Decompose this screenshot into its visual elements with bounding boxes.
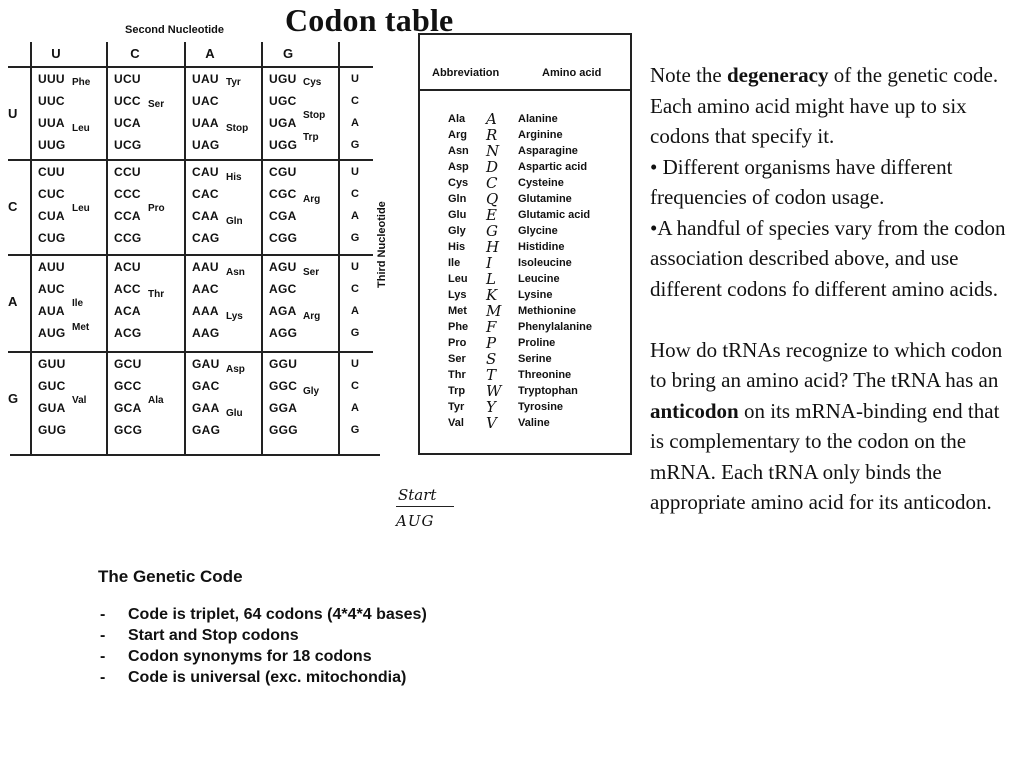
one-letter-code: E bbox=[486, 206, 497, 224]
list-item: - Start and Stop codons bbox=[100, 627, 299, 644]
third-base-g: G bbox=[350, 327, 360, 339]
codon: ACG bbox=[114, 326, 142, 340]
genetic-code-title: The Genetic Code bbox=[98, 567, 243, 586]
amino-acid-label: Gln bbox=[226, 216, 243, 228]
anticodon-term: anticodon bbox=[650, 398, 739, 423]
grid-line bbox=[30, 42, 32, 456]
codon: UUA bbox=[38, 116, 65, 130]
codon: AUA bbox=[38, 304, 65, 318]
species-variation-paragraph: •A handful of species vary from the codon association described above, and use different codons fo different amino acids. bbox=[650, 215, 1006, 301]
amino-acid-label: Pro bbox=[148, 203, 165, 214]
amino-acid-code: Phe bbox=[448, 321, 469, 333]
first-base-g: G bbox=[8, 391, 19, 406]
amino-acid-code: Glu bbox=[448, 209, 467, 221]
list-item bbox=[420, 414, 630, 433]
codon: CCU bbox=[114, 165, 141, 179]
amino-acid-name: Glutamine bbox=[518, 193, 572, 205]
amino-acid-code: Lys bbox=[448, 289, 467, 301]
amino-acid-code: Cys bbox=[448, 177, 469, 189]
amino-acid-label: Leu bbox=[72, 123, 90, 135]
codon: GGA bbox=[269, 401, 298, 415]
codon-usage-paragraph: • Different organisms have different frequencies of codon usage. bbox=[650, 154, 953, 209]
codon: UUG bbox=[38, 138, 66, 152]
start-divider bbox=[396, 506, 454, 507]
one-letter-code: Y bbox=[486, 398, 496, 416]
codon: GGU bbox=[269, 357, 298, 371]
first-base-u: U bbox=[8, 106, 18, 121]
amino-acid-code: Ser bbox=[448, 353, 466, 365]
amino-acid-code: Thr bbox=[448, 369, 466, 381]
codon: GUG bbox=[38, 423, 67, 437]
list-item bbox=[420, 222, 630, 241]
codon: CGU bbox=[269, 165, 297, 179]
amino-acid-label: Arg bbox=[303, 194, 321, 206]
codon: CAC bbox=[192, 187, 219, 201]
codon: GAU bbox=[192, 357, 220, 371]
codon: UUC bbox=[38, 94, 65, 108]
list-item bbox=[420, 206, 630, 225]
codon: UAU bbox=[192, 72, 219, 86]
list-item bbox=[420, 334, 630, 353]
codon: UAG bbox=[192, 138, 220, 152]
codon: CAA bbox=[192, 209, 219, 223]
third-base-u: U bbox=[351, 261, 359, 273]
list-item: - Code is triplet, 64 codons (4*4*4 bases) bbox=[100, 606, 427, 623]
amino-acid-label: Lys bbox=[226, 311, 243, 323]
codon: CCG bbox=[114, 231, 142, 245]
one-letter-code: W bbox=[486, 382, 502, 400]
amino-acid-code: Pro bbox=[448, 337, 467, 349]
amino-acid-code: Met bbox=[448, 305, 467, 317]
amino-acid-code: Asn bbox=[448, 145, 469, 157]
amino-acid-label: Tyr bbox=[226, 77, 241, 88]
amino-acid-label: Leu bbox=[72, 203, 90, 214]
amino-acid-name: Valine bbox=[518, 417, 550, 429]
amino-acid-code: Gln bbox=[448, 193, 467, 205]
third-base-a: A bbox=[351, 210, 359, 222]
third-base-u: U bbox=[351, 73, 359, 85]
one-letter-code: P bbox=[486, 334, 497, 352]
amino-acid-name: Tyrosine bbox=[518, 401, 564, 413]
codon: AAU bbox=[192, 260, 219, 274]
one-letter-code: H bbox=[486, 238, 500, 256]
amino-acid-code: Leu bbox=[448, 273, 468, 285]
abbreviation-header: Abbreviation bbox=[432, 67, 500, 79]
third-base-a: A bbox=[351, 402, 359, 414]
amino-acid-name: Proline bbox=[518, 337, 556, 349]
amino-acid-name: Alanine bbox=[518, 113, 558, 125]
amino-acid-code: Trp bbox=[448, 385, 466, 397]
one-letter-code: S bbox=[486, 350, 497, 368]
amino-acid-name: Methionine bbox=[518, 305, 577, 317]
grid-line bbox=[8, 66, 373, 68]
anticodon-paragraph bbox=[650, 335, 1018, 518]
amino-acid-label: Ser bbox=[148, 99, 165, 110]
list-item bbox=[420, 174, 630, 193]
amino-acid-code: Tyr bbox=[448, 401, 465, 413]
amino-acid-code: His bbox=[448, 241, 466, 253]
genetic-code-list bbox=[100, 604, 427, 688]
codon: CAG bbox=[192, 231, 220, 245]
second-base-c: C bbox=[130, 46, 140, 61]
list-item-text: Code is universal (exc. mitochondia) bbox=[128, 669, 407, 686]
list-item bbox=[420, 302, 630, 321]
one-letter-code: F bbox=[486, 318, 497, 336]
one-letter-code: Q bbox=[486, 190, 499, 208]
codon: GGC bbox=[269, 379, 298, 393]
list-item bbox=[420, 142, 630, 161]
codon: UAC bbox=[192, 94, 219, 108]
one-letter-code: D bbox=[486, 158, 499, 176]
header-divider bbox=[420, 89, 630, 91]
amino-acid-name: Aspartic acid bbox=[518, 161, 588, 173]
amino-acid-name: Glycine bbox=[518, 225, 558, 237]
third-base-c: C bbox=[351, 380, 359, 392]
third-base-a: A bbox=[351, 305, 359, 317]
first-base-c: C bbox=[8, 199, 18, 214]
codon: GAA bbox=[192, 401, 220, 415]
grid-line bbox=[8, 159, 373, 161]
grid-line bbox=[338, 42, 340, 456]
list-item bbox=[420, 318, 630, 337]
codon: AAC bbox=[192, 282, 219, 296]
third-base-c: C bbox=[351, 95, 359, 107]
codon: AGU bbox=[269, 260, 297, 274]
list-item bbox=[420, 254, 630, 273]
one-letter-code: V bbox=[486, 414, 497, 432]
list-item bbox=[420, 398, 630, 417]
second-base-g: G bbox=[282, 46, 294, 61]
codon: UGC bbox=[269, 94, 297, 108]
list-item bbox=[420, 270, 630, 289]
codon: CUU bbox=[38, 165, 65, 179]
codon: CGG bbox=[269, 231, 298, 245]
codon: GAG bbox=[192, 423, 221, 437]
amino-acid-code: Arg bbox=[448, 129, 467, 141]
codon: AAA bbox=[192, 304, 219, 318]
amino-acid-label: Ala bbox=[148, 395, 164, 406]
amino-acid-name: Threonine bbox=[518, 369, 572, 381]
codon: GGG bbox=[269, 423, 298, 437]
codon: UAA bbox=[192, 116, 219, 130]
codon: UCG bbox=[114, 138, 142, 152]
grid-line bbox=[106, 42, 108, 456]
codon: UCA bbox=[114, 116, 141, 130]
amino-acid-code: Gly bbox=[448, 225, 466, 237]
grid-line bbox=[10, 454, 380, 456]
codon: CCC bbox=[114, 187, 141, 201]
one-letter-code: G bbox=[486, 222, 498, 240]
list-item bbox=[420, 366, 630, 385]
codon: UUU bbox=[38, 72, 65, 86]
one-letter-code: N bbox=[486, 142, 500, 160]
amino-acid-name: Glutamic acid bbox=[518, 209, 591, 221]
third-base-g: G bbox=[350, 139, 360, 151]
codon: CUG bbox=[38, 231, 66, 245]
list-item bbox=[420, 286, 630, 305]
amino-acid-name: Serine bbox=[518, 353, 552, 365]
amino-acid-name: Isoleucine bbox=[518, 257, 572, 269]
list-item bbox=[420, 350, 630, 369]
amino-acid-name: Cysteine bbox=[518, 177, 564, 189]
one-letter-code: A bbox=[486, 110, 497, 128]
amino-acid-name: Lysine bbox=[518, 289, 553, 301]
amino-acid-label: Gly bbox=[303, 386, 320, 398]
codon: ACA bbox=[114, 304, 141, 318]
grid-line bbox=[8, 254, 373, 256]
codon-table bbox=[0, 18, 388, 460]
codon: GUC bbox=[38, 379, 66, 393]
degeneracy-term: degeneracy bbox=[726, 63, 829, 87]
amino-acid-name: Asparagine bbox=[518, 145, 578, 157]
grid-line bbox=[8, 351, 373, 353]
amino-acid-code: Asp bbox=[448, 161, 469, 173]
one-letter-code: C bbox=[486, 174, 498, 192]
third-base-c: C bbox=[351, 283, 359, 295]
codon: CGA bbox=[269, 209, 297, 223]
amino-acid-name: Arginine bbox=[518, 129, 563, 141]
codon: AUU bbox=[38, 260, 65, 274]
codon: UCC bbox=[114, 94, 141, 108]
amino-acid-name: Phenylalanine bbox=[518, 321, 592, 333]
third-base-a: A bbox=[351, 117, 359, 129]
amino-acid-code: Ala bbox=[448, 113, 466, 125]
codon: UGU bbox=[269, 72, 297, 86]
amino-acid-label: Trp bbox=[303, 132, 319, 143]
start-label: Start bbox=[398, 486, 437, 504]
codon: AAG bbox=[192, 326, 220, 340]
second-base-a: A bbox=[205, 46, 215, 61]
codon: GUA bbox=[38, 401, 66, 415]
third-base-u: U bbox=[351, 166, 359, 178]
amino-acid-label: Thr bbox=[148, 289, 165, 301]
codon: CUC bbox=[38, 187, 65, 201]
amino-acid-label: Ile bbox=[72, 298, 84, 309]
codon: CGC bbox=[269, 187, 297, 201]
amino-acid-name: Tryptophan bbox=[518, 385, 578, 397]
amino-acid-label: Ser bbox=[303, 267, 320, 279]
codon: AGA bbox=[269, 304, 297, 318]
text-span: of the genetic code. Each amino acid might have up to six codons that specify it. bbox=[650, 63, 999, 148]
list-item bbox=[420, 126, 630, 145]
third-base-c: C bbox=[351, 188, 359, 200]
amino-acid-label: Stop bbox=[303, 110, 326, 121]
codon: AUC bbox=[38, 282, 65, 296]
paragraph-gap bbox=[650, 304, 1018, 335]
third-base-u: U bbox=[351, 358, 359, 370]
amino-acid-label: Met bbox=[72, 322, 90, 334]
amino-acid-label: Glu bbox=[226, 408, 243, 420]
third-nucleotide-label: Third Nucleotide bbox=[376, 201, 388, 288]
list-item-text: Start and Stop codons bbox=[128, 627, 299, 644]
amino-acid-label: Arg bbox=[303, 311, 321, 323]
codon: GCG bbox=[114, 423, 143, 437]
list-item-text: Code is triplet, 64 codons (4*4*4 bases) bbox=[128, 606, 427, 623]
list-item-text: Codon synonyms for 18 codons bbox=[128, 648, 372, 665]
list-item bbox=[420, 238, 630, 257]
first-base-a: A bbox=[8, 294, 18, 309]
codon: CUA bbox=[38, 209, 65, 223]
grid-line bbox=[184, 42, 186, 456]
one-letter-code: T bbox=[486, 366, 497, 384]
codon: GUU bbox=[38, 357, 66, 371]
notes-text bbox=[650, 60, 1018, 518]
amino-acid-label: Stop bbox=[226, 123, 249, 135]
degeneracy-paragraph bbox=[650, 60, 1018, 152]
text-span: on its mRNA-binding end that is complementary to the codon on the mRNA. Each tRNA only binds the appropriate amino acid for its anticodon. bbox=[650, 398, 1000, 514]
list-item bbox=[420, 190, 630, 209]
one-letter-code: M bbox=[486, 302, 502, 320]
codon: ACC bbox=[114, 282, 141, 296]
amino-acid-code: Val bbox=[448, 417, 464, 429]
one-letter-code: I bbox=[486, 254, 492, 272]
list-item bbox=[420, 158, 630, 177]
codon: AUG bbox=[38, 326, 66, 340]
one-letter-code: K bbox=[486, 286, 498, 304]
codon: AGC bbox=[269, 282, 297, 296]
list-item bbox=[420, 382, 630, 401]
amino-acid-name: Histidine bbox=[518, 241, 565, 253]
list-item: - Codon synonyms for 18 codons bbox=[100, 648, 372, 665]
one-letter-code: R bbox=[486, 126, 498, 144]
amino-acid-header: Amino acid bbox=[542, 67, 602, 79]
codon: UCU bbox=[114, 72, 141, 86]
amino-acid-label: Cys bbox=[303, 77, 322, 88]
codon: GAC bbox=[192, 379, 220, 393]
amino-acid-name: Leucine bbox=[518, 273, 560, 285]
codon: GCC bbox=[114, 379, 142, 393]
second-base-u: U bbox=[51, 46, 61, 61]
grid-line bbox=[261, 42, 263, 456]
amino-acid-label: Asp bbox=[226, 364, 245, 376]
start-codon: AUG bbox=[396, 512, 435, 530]
amino-acid-label: His bbox=[226, 172, 242, 184]
codon: GCA bbox=[114, 401, 142, 415]
codon: AGG bbox=[269, 326, 298, 340]
codon: UGG bbox=[269, 138, 298, 152]
amino-acid-label: Phe bbox=[72, 77, 91, 88]
list-item bbox=[420, 110, 630, 129]
text-span: Note the bbox=[650, 63, 727, 87]
codon: CAU bbox=[192, 165, 219, 179]
amino-acid-abbreviation-table bbox=[418, 33, 632, 455]
amino-acid-code: Ile bbox=[448, 257, 461, 269]
amino-acid-label: Val bbox=[72, 395, 87, 406]
codon: ACU bbox=[114, 260, 141, 274]
text-span: How do tRNAs recognize to which codon to bring an amino acid? The tRNA has an bbox=[650, 337, 1003, 392]
second-nucleotide-label: Second Nucleotide bbox=[125, 24, 225, 36]
codon: UGA bbox=[269, 116, 297, 130]
codon: GCU bbox=[114, 357, 142, 371]
amino-acid-label: Asn bbox=[226, 267, 245, 279]
page-title: Codon table bbox=[285, 2, 454, 38]
one-letter-code: L bbox=[486, 270, 496, 288]
third-base-g: G bbox=[350, 232, 360, 244]
codon: CCA bbox=[114, 209, 141, 223]
list-item: - Code is universal (exc. mitochondia) bbox=[100, 669, 407, 686]
third-base-g: G bbox=[350, 424, 360, 436]
